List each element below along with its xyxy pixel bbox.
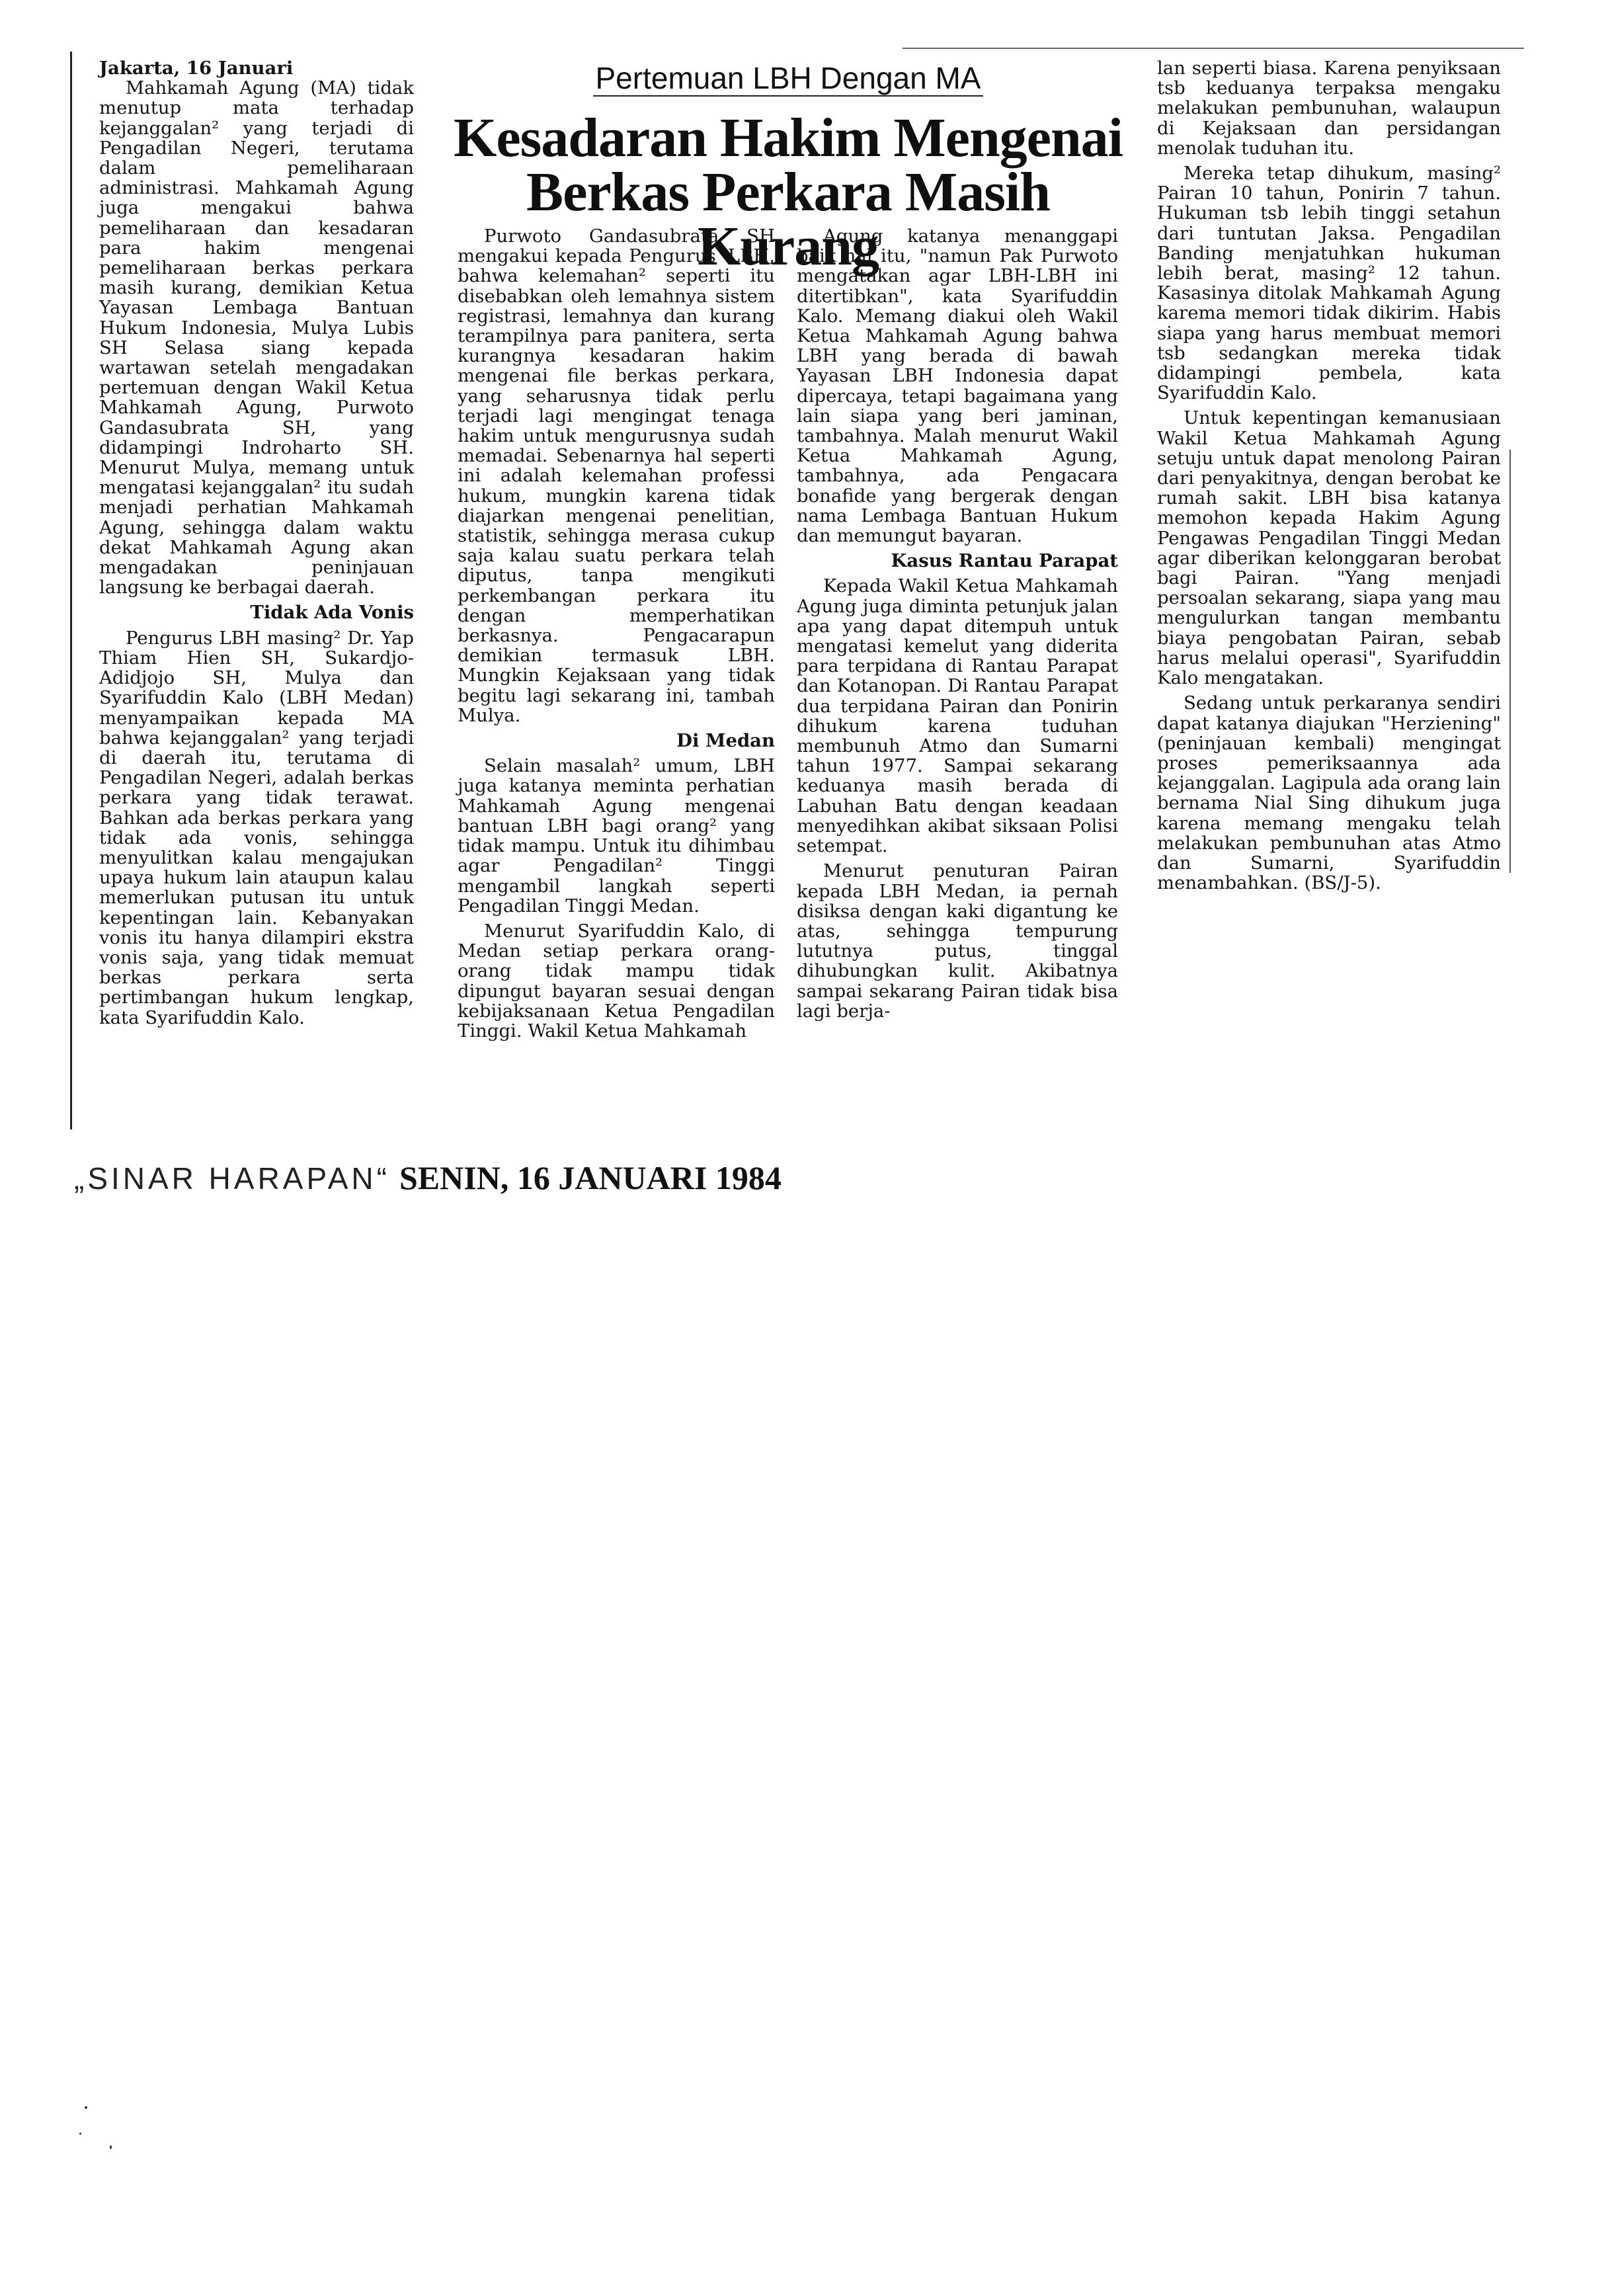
- scan-speck: [85, 2106, 87, 2109]
- column-3-paragraph-3: Menurut penuturan Pairan kepada LBH Medan, ia pernah disiksa dengan kaki digantung ke atas, sehingga tempurung lututnya putus, tinggal dihubungkan kulit. Akibatnya sampai sekarang Pairan tidak bisa lagi berja-: [797, 860, 1118, 1022]
- subhead-di-medan: Di Medan: [676, 730, 775, 752]
- column-1-paragraph-1: Mahkamah Agung (MA) tidak menutup mata terhadap kejanggalan² yang terjadi di Pengadilan Negeri, terutama dalam pemeliharaan administrasi. Mahkamah Agung juga mengakui bahwa pemeliharaan dan kesadaran para hakim mengenai pemeliharaan berkas perkara masih kurang, demikian Ketua Yayasan Lembaga Bantuan Hukum Indonesia, Mulya Lubis SH Selasa siang kepada wartawan setelah mengadakan pertemuan dengan Wakil Ketua Mahkamah Agung, Purwoto Gandasubrata SH, yang didampingi Indroharto SH. Menurut Mulya, memang untuk mengatasi kejanggalan² itu sudah menjadi perhatian Mahkamah Agung, sehingga dalam waktu dekat Mahkamah Agung akan mengadakan peninjauan langsung ke berbagai daerah.: [99, 77, 414, 598]
- article-column-2: [458, 226, 775, 1041]
- column-2-paragraph-1: Purwoto Gandasubrata SH mengakui kepada Pengurus 'LBH, bahwa kelemahan² seperti itu disebabkan oleh lemahnya sistem registrasi, lemahnya dan kurang terampilnya para panitera, serta kurangnya kesadaran hakim mengenai file berkas perkara, yang seharusnya tidak perlu terjadi lagi mengingat tenaga hakim untuk mengurusnya sudah memadai. Sebenarnya hal seperti ini adalah kelemahan professi hukum, mungkin karena tidak diajarkan mengenai penelitian, statistik, sehingga merasa cukup saja kalau suatu perkara telah diputus, tanpa mengikuti perkembangan perkara itu dengan memperhatikan berkasnya. Pengacarapun demikian termasuk LBH. Mungkin Kejaksaan yang tidak begitu lagi sekarang ini, tambah Mulya.: [458, 226, 775, 726]
- column-1-paragraph-2: Pengurus LBH masing² Dr. Yap Thiam Hien SH, Sukardjo-Adidjojo SH, Mulya dan Syarifuddin Kalo (LBH Medan) menyampaikan kepada MA bahwa kejanggalan² yang terjadi di daerah itu, terutama di Pengadilan Negeri, adalah berkas perkara yang tidak terawat. Bahkan ada berkas perkara yang tidak ada vonis, sehingga menyulitkan kalau mengajukan upaya hukum lain ataupun kalau memerlukan putusan itu untuk kepentingan lain. Kebanyakan vonis itu hanya dilampiri ekstra vonis saja, yang tidak memuat berkas perkara serta pertimbangan hukum lengkap, kata Syarifuddin Kalo.: [99, 627, 414, 1028]
- kicker-text: Pertemuan LBH Dengan MA: [593, 61, 984, 97]
- scan-speck: [79, 2133, 81, 2135]
- right-margin-rule: [1509, 450, 1511, 873]
- column-4-paragraph-1: lan seperti biasa. Karena penyiksaan tsb keduanya terpaksa mengaku melakukan pembunuhan, walaupun di Kejaksaan dan persidangan menolak tuduhan itu.: [1157, 58, 1501, 159]
- newspaper-name: „SINAR HARAPAN“: [74, 1161, 390, 1196]
- column-2-paragraph-3: Menurut Syarifuddin Kalo, di Medan setiap perkara orang-orang tidak mampu tidak dipungut bayaran sesuai dengan kebijaksanaan Ketua Pengadilan Tinggi. Wakil Ketua Mahkamah: [458, 920, 775, 1042]
- article-column-1: [99, 58, 414, 1028]
- headline-line-2: Berkas Perkara Masih Kurang: [526, 161, 1050, 277]
- article-column-4: [1157, 58, 1501, 893]
- column-4-paragraph-4: Sedang untuk perkaranya sendiri dapat katanya diajukan "Herziening" (peninjauan kembali) mengingat proses pemeriksaannya ada kejanggalan. Lagipula ada orang lain bernama Nial Sing dihukum juga karena memang mengaku telah melakukan pembunuhan atas Atmo dan Sumarni, Syarifuddin menambahkan. (BS/J-5).: [1157, 692, 1501, 894]
- article-column-3: [797, 226, 1118, 1021]
- newspaper-masthead: [74, 1159, 782, 1197]
- column-3-paragraph-1: Agung katanya menanggapi baik hal itu, "namun Pak Purwoto mengatakan agar LBH-LBH ini ditertibkan", kata Syarifuddin Kalo. Memang diakui oleh Wakil Ketua Mahkamah Agung bahwa LBH yang berada di bawah Yayasan LBH Indonesia dapat dipercaya, tetapi bagaimana yang lain siapa yang beri jaminan, tambahnya. Malah menurut Wakil Ketua Mahkamah Agung, tambahnya, ada Pengacara bonafide yang bergerak dengan nama Lembaga Bantuan Hukum dan memungut bayaran.: [797, 226, 1118, 547]
- column-3-paragraph-2: Kepada Wakil Ketua Mahkamah Agung juga diminta petunjuk jalan apa yang dapat ditempuh untuk mengatasi kemelut yang diderita para terpidana di Rantau Parapat dan Kotanopan. Di Rantau Parapat dua terpidana Pairan dan Ponirin dihukum karena tuduhan membunuh Atmo dan Sumarni tahun 1977. Sampai sekarang keduanya masih berada di Labuhan Batu dengan keadaan menyedihkan akibat siksaan Polisi setempat.: [797, 575, 1118, 857]
- column-4-paragraph-3: Untuk kepentingan kemanusiaan Wakil Ketua Mahkamah Agung setuju untuk dapat menolong Pairan dari penyakitnya, dengan berobat ke rumah sakit. LBH bisa katanya memohon kepada Hakim Agung Pengawas Pengadilan Tinggi Medan agar diberikan kelonggaran berobat bagi Pairan. "Yang menjadi persoalan sekarang, siapa yang mau mengulurkan tangan membantu biaya pengobatan Pairan, sebab harus melalui operasi", Syarifuddin Kalo mengatakan.: [1157, 407, 1501, 689]
- column-4-paragraph-2: Mereka tetap dihukum, masing² Pairan 10 tahun, Ponirin 7 tahun. Hukuman tsb lebih tinggi setahun dari tuntutan Jaksa. Pengadilan Banding menjatuhkan hukuman lebih berat, masing² 12 tahun. Kasasinya ditolak Mahkamah Agung karema memori tidak dikirim. Habis siapa yang harus membuat memori tsb sedangkan mereka tidak didampingi pembela, kata Syarifuddin Kalo.: [1157, 163, 1501, 404]
- dateline: Jakarta, 16 Januari: [99, 58, 294, 79]
- headline-line-1: Kesadaran Hakim Mengenai: [453, 107, 1123, 169]
- left-margin-rule: [70, 52, 72, 1129]
- column-2-paragraph-2: Selain masalah² umum, LBH juga katanya meminta perhatian Mahkamah Agung mengenai bantuan LBH bagi orang² yang tidak mampu. Untuk itu dihimbau agar Pengadilan² Tinggi mengambil langkah seperti Pengadilan Tinggi Medan.: [458, 755, 775, 917]
- top-rule: [903, 48, 1524, 49]
- subhead-kasus-rantau-parapat: Kasus Rantau Parapat: [891, 550, 1118, 572]
- publication-date: SENIN, 16 JANUARI 1984: [399, 1159, 782, 1196]
- article-kicker: [458, 60, 1119, 97]
- scan-speck: [110, 2145, 112, 2149]
- subhead-tidak-ada-vonis: Tidak Ada Vonis: [250, 602, 414, 624]
